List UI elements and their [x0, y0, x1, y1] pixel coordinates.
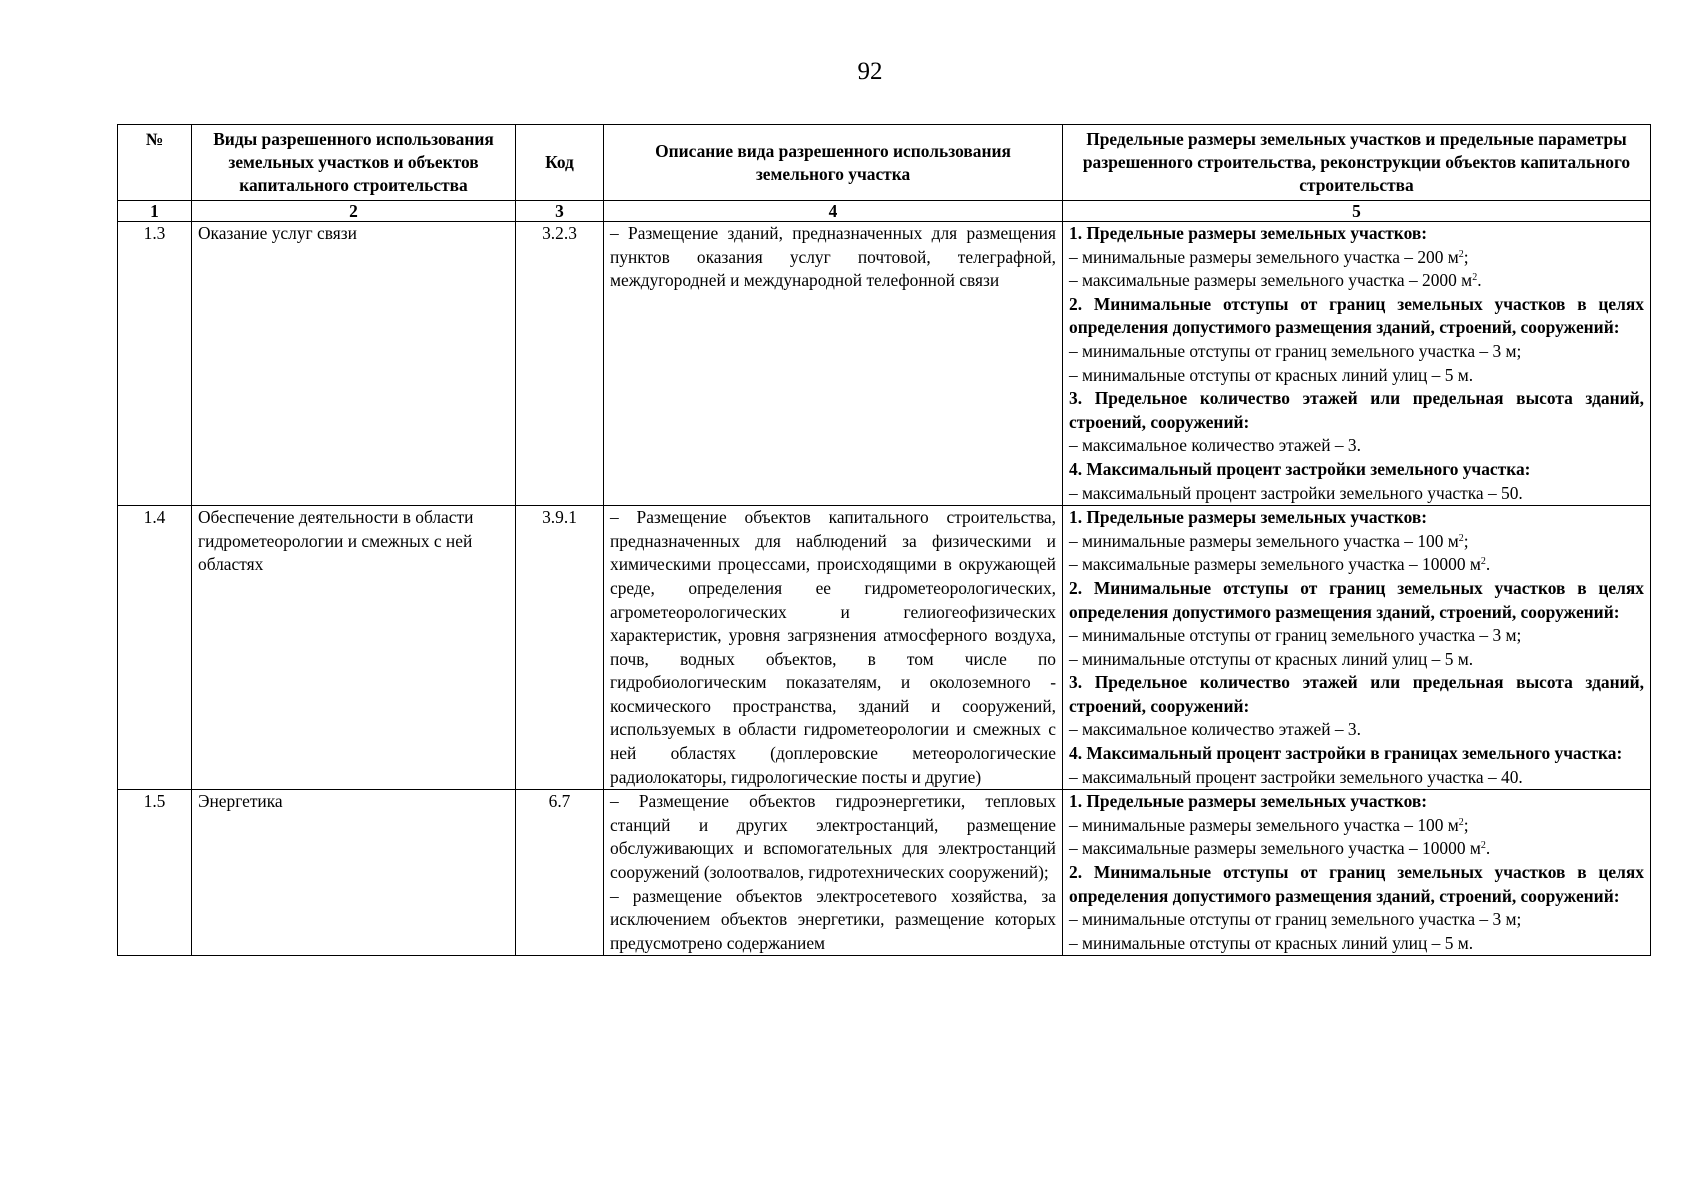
param-heading: 4. Максимальный процент застройки в границах земельного участка:: [1069, 743, 1623, 764]
param-line: – максимальные размеры земельного участка – 10000 $м^2$.: [1069, 838, 1491, 859]
param-line: – минимальные размеры земельного участка – 100 $м^2$;: [1069, 814, 1469, 835]
use-type-description: [604, 222, 1063, 506]
param-heading: 2. Минимальные отступы от границ земельных участков в целях определения допустимого размещения зданий, строений, сооружений:: [1069, 577, 1644, 622]
use-type-name: Энергетика: [192, 790, 516, 956]
param-heading: 2. Минимальные отступы от границ земельных участков в целях определения допустимого размещения зданий, строений, сооружений:: [1069, 293, 1644, 338]
header-description: Описание вида разрешенного использования земельного участка: [604, 125, 1063, 201]
param-line: – минимальные размеры земельного участка – 200 $м^2$;: [1069, 246, 1469, 267]
use-type-parameters: [1063, 790, 1651, 956]
column-number-row: [118, 201, 1651, 222]
row-number: 1.5: [118, 790, 192, 956]
header-code: Код: [516, 125, 604, 201]
use-type-code: 6.7: [516, 790, 604, 956]
param-line: – минимальные отступы от красных линий улиц – 5 м.: [1069, 364, 1474, 385]
use-type-name: Оказание услуг связи: [192, 222, 516, 506]
use-type-parameters: [1063, 222, 1651, 506]
param-heading: 4. Максимальный процент застройки земельного участка:: [1069, 458, 1531, 479]
param-line: – максимальные размеры земельного участка – 10000 $м^2$.: [1069, 554, 1491, 575]
header-number: №: [118, 125, 192, 201]
param-line: – минимальные отступы от красных линий улиц – 5 м.: [1069, 648, 1474, 669]
row-number: 1.4: [118, 506, 192, 790]
use-type-code: 3.9.1: [516, 506, 604, 790]
use-type-code: 3.2.3: [516, 222, 604, 506]
description-paragraph: – Размещение объектов гидроэнергетики, тепловых станций и других электростанций, размещение обслуживающих и вспомогательных для электростанций сооружений (золоотвалов, гидротехнических сооружений);: [610, 791, 1056, 883]
page-number: 92: [857, 58, 883, 85]
param-line: – минимальные отступы от красных линий улиц – 5 м.: [1069, 932, 1474, 953]
param-heading: 1. Предельные размеры земельных участков:: [1069, 791, 1428, 812]
column-number: 1: [118, 201, 192, 222]
param-line: – минимальные отступы от границ земельного участка – 3 м;: [1069, 340, 1522, 361]
param-line: – минимальные отступы от границ земельного участка – 3 м;: [1069, 625, 1522, 646]
param-line: – максимальный процент застройки земельного участка – 40.: [1069, 766, 1523, 787]
param-heading: 1. Предельные размеры земельных участков:: [1069, 223, 1428, 243]
param-heading: 2. Минимальные отступы от границ земельных участков в целях определения допустимого размещения зданий, строений, сооружений:: [1069, 862, 1644, 906]
use-type-name: Обеспечение деятельности в области гидрометеорологии и смежных с ней областях: [192, 506, 516, 790]
description-paragraph: – размещение объектов электросетевого хозяйства, за исключением объектов энергетики, размещение которых предусмотрено содержанием: [610, 885, 1056, 953]
param-heading: 3. Предельное количество этажей или предельная высота зданий, строений, сооружений:: [1069, 672, 1644, 716]
column-number: 4: [604, 201, 1063, 222]
param-line: – максимальное количество этажей – 3.: [1069, 435, 1361, 456]
param-heading: 1. Предельные размеры земельных участков:: [1069, 507, 1428, 528]
header-row: [118, 125, 1651, 201]
header-parameters: Предельные размеры земельных участков и предельные параметры разрешенного строительства, реконструкции объектов капитального строительства: [1063, 125, 1651, 201]
param-line: – максимальные размеры земельного участка – 2000 $м^2$.: [1069, 270, 1482, 291]
param-line: – максимальный процент застройки земельного участка – 50.: [1069, 482, 1523, 503]
row-number: 1.3: [118, 222, 192, 506]
column-number: 5: [1063, 201, 1651, 222]
header-use-type: Виды разрешенного использования земельных участков и объектов капитального строительства: [192, 125, 516, 201]
param-line: – максимальное количество этажей – 3.: [1069, 719, 1361, 740]
description-paragraph: – Размещение объектов капитального строительства, предназначенных для наблюдений за физическими и химическими процессами, происходящими в окружающей среде, определения ее гидрометеорологических, агрометеорологических и гелиогеофизических характеристик, уровня загрязнения атмосферного воздуха, почв, водных объектов, в том числе по гидробиологическим показателям, и околоземного - космического пространства, зданий и сооружений, используемых в области гидрометеорологии и смежных с ней областях (доплеровские метеорологические радиолокаторы, гидрологические посты и другие): [610, 507, 1056, 787]
land-use-table: [117, 124, 1651, 956]
use-type-description: [604, 790, 1063, 956]
use-type-parameters: [1063, 506, 1651, 790]
param-heading: 3. Предельное количество этажей или предельная высота зданий, строений, сооружений:: [1069, 388, 1644, 432]
table-row: [118, 222, 1651, 506]
column-number: 3: [516, 201, 604, 222]
table-row: [118, 790, 1651, 956]
table-row: [118, 506, 1651, 790]
param-line: – минимальные размеры земельного участка – 100 $м^2$;: [1069, 530, 1469, 551]
param-line: – минимальные отступы от границ земельного участка – 3 м;: [1069, 909, 1522, 930]
use-type-description: [604, 506, 1063, 790]
description-paragraph: – Размещение зданий, предназначенных для размещения пунктов оказания услуг почтовой, телеграфной, междугородней и международной телефонной связи: [610, 223, 1056, 291]
column-number: 2: [192, 201, 516, 222]
